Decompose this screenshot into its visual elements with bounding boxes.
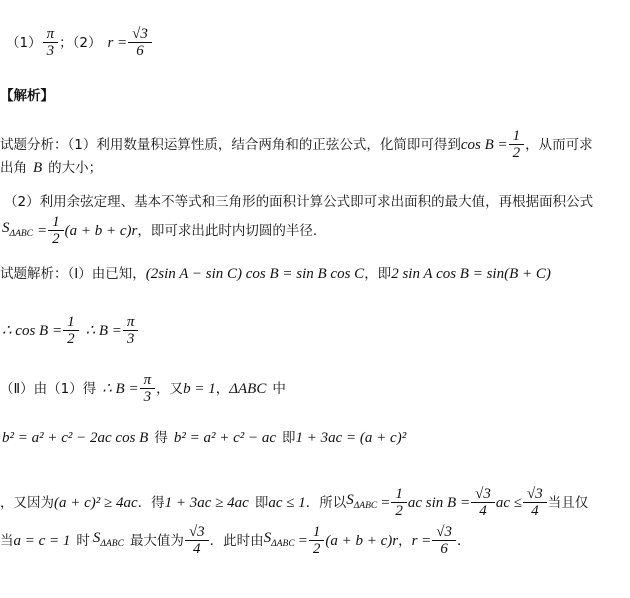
area-subscript-3: ΔABC — [100, 538, 124, 549]
answer2-r: r = — [107, 34, 128, 51]
ac-le-1: ac ≤ 1 — [268, 494, 306, 511]
area-subscript-4: ΔABC — [271, 538, 295, 549]
B-den: 3 — [123, 330, 139, 347]
area-equals-4: = — [297, 532, 308, 549]
solution-line-6 — [0, 524, 471, 557]
area-ac-sinB: ac sin B = — [407, 494, 471, 511]
area-half-den: 2 — [48, 230, 64, 247]
solution-text-3a: （Ⅱ）由（1）得 — [0, 380, 97, 397]
B-fraction — [125, 314, 137, 347]
area-equals: = — [37, 222, 48, 239]
solution-text-5e: 当且仅 — [547, 494, 589, 511]
max-area-den: 4 — [185, 540, 209, 557]
answer2-numerator: √3 — [132, 26, 148, 42]
final-r-fraction — [434, 524, 454, 557]
area-S-2: S — [346, 491, 354, 508]
answer2-denominator: 6 — [128, 42, 152, 59]
area-symbol — [2, 218, 33, 244]
solution-text-1b: ，即 — [364, 266, 392, 282]
cosB-den: 2 — [63, 330, 79, 347]
area-subscript: ΔABC — [9, 228, 34, 239]
area-symbol-3 — [93, 528, 124, 554]
area-subscript-2: ΔABC — [353, 500, 378, 511]
B-num: π — [126, 314, 135, 330]
half-denominator: 2 — [509, 144, 525, 161]
solution-text-3d: 中 — [272, 380, 286, 397]
solution-text-6c: 最大值为 — [129, 532, 184, 549]
solution-text-6a: 当 — [0, 532, 14, 549]
analysis-cosB: cos B = — [460, 136, 508, 153]
area-symbol-2 — [346, 490, 377, 516]
max-area-fraction — [187, 524, 207, 557]
analysis-text-1: 试题分析：（1）利用数量积运算性质，结合两角和的正弦公式，化简即可得到 — [0, 136, 461, 153]
solution-text-3c: ， — [215, 380, 230, 397]
part2-therefore-B: ∴ B = — [102, 380, 139, 397]
solution-text-5a: ，又因为 — [0, 494, 54, 511]
area-half-num: 1 — [52, 214, 60, 230]
solution-line-1 — [0, 264, 551, 284]
section-header-label: 【解析】 — [0, 88, 54, 104]
half-numerator: 1 — [512, 128, 521, 144]
part2-B-den: 3 — [140, 388, 156, 405]
area-symbol-4 — [264, 528, 295, 554]
therefore-B: ∴ B = — [85, 322, 122, 339]
law-of-cosines: b² = a² + c² − 2ac cos B — [2, 430, 149, 446]
analysis-line-4 — [2, 214, 326, 247]
therefore-cosB: ∴ cos B = — [2, 322, 63, 339]
part2-B-fraction — [142, 372, 154, 405]
b-equals-1: b = 1 — [183, 380, 216, 397]
solution-expr-1: (2sin A − sin C) cos B = sin B cos C — [145, 266, 365, 282]
analysis-text-2b: 的大小； — [48, 160, 103, 176]
inequality-1-3ac: 1 + 3ac ≥ 4ac — [164, 494, 249, 511]
area-expression: (a + b + c)r — [64, 222, 138, 239]
identity-1-3ac: 1 + 3ac = (a + c)² — [295, 430, 407, 446]
solution-text-5c: 即 — [254, 494, 269, 511]
solution-text-6e: ， — [398, 532, 412, 549]
inequality-ac: (a + c)² ≥ 4ac — [54, 494, 138, 511]
area-half-fraction-4 — [311, 524, 323, 557]
analysis-text-4-end: ，即可求出此时内切圆的半径． — [137, 222, 327, 239]
solution-text-6b: 时 — [76, 532, 90, 549]
part2-B-num: π — [143, 372, 152, 388]
solution-text-5d: ．所以 — [305, 494, 347, 511]
solution-text-6f: ． — [457, 532, 471, 549]
area-expression-2: (a + b + c)r — [325, 532, 399, 549]
final-r-den: 6 — [432, 540, 456, 557]
analysis-angle-B: B — [33, 160, 43, 176]
area-S-4: S — [263, 529, 272, 546]
answer-part1-label: （1） — [6, 34, 42, 51]
area-equals-2: = — [380, 494, 391, 511]
answer1-numerator: π — [46, 26, 55, 42]
solution-line-4 — [2, 428, 406, 448]
area-half-den-4: 2 — [309, 540, 325, 557]
answer2-fraction — [130, 26, 150, 59]
sqrt3-over-4-fraction — [473, 486, 493, 519]
answer1-fraction — [45, 26, 57, 59]
solution-line-2 — [2, 314, 139, 347]
solution-text-3b: ，又 — [156, 380, 184, 397]
area-half-fraction — [50, 214, 62, 247]
analysis-line-1 — [0, 128, 593, 161]
answer-line — [6, 26, 153, 59]
section-header — [0, 86, 54, 106]
cosB-fraction — [65, 314, 77, 347]
final-r: r = — [411, 532, 432, 549]
answer-separator: ；（2） — [59, 34, 102, 51]
area-half-fraction-2 — [393, 486, 405, 519]
solution-text-5b: ．得 — [137, 494, 165, 511]
sqrt3-over-4-fraction-2 — [525, 486, 545, 519]
solution-text-4b: 即 — [282, 430, 296, 446]
sqrt3-num: √3 — [475, 486, 491, 502]
max-area-num: √3 — [188, 524, 205, 540]
four-den: 4 — [471, 502, 495, 519]
area-half-den-2: 2 — [391, 502, 407, 519]
analysis-line-2 — [0, 158, 102, 178]
solution-text-4a: 得 — [154, 430, 168, 446]
sqrt3-num-2: √3 — [526, 486, 543, 502]
analysis-line-3 — [4, 192, 593, 212]
area-half-num-2: 1 — [395, 486, 403, 502]
solution-text-6d: ．此时由 — [209, 532, 264, 549]
area-ac-le: ac ≤ — [495, 494, 522, 511]
area-half-num-4: 1 — [312, 524, 321, 540]
a-eq-c-eq-1: a = c = 1 — [13, 532, 71, 549]
solution-text-1a: 试题解析：（Ⅰ）由已知， — [0, 266, 146, 282]
triangle-ABC: ΔABC — [229, 380, 267, 397]
area-S-3: S — [92, 529, 101, 546]
cosB-num: 1 — [67, 314, 75, 330]
analysis-half-fraction — [511, 128, 523, 161]
analysis-text-1-end: ，从而可求 — [525, 136, 593, 153]
analysis-text-2a: 出角 — [0, 160, 27, 176]
solution-expr-2: 2 sin A cos B = sin(B + C) — [391, 266, 551, 282]
area-S: S — [2, 219, 10, 236]
final-r-num: √3 — [436, 524, 453, 540]
four-den-2: 4 — [523, 502, 547, 519]
solution-line-3 — [0, 372, 286, 405]
cosines-simplified: b² = a² + c² − ac — [173, 430, 277, 446]
solution-line-5 — [0, 486, 588, 519]
answer1-denominator: 3 — [43, 42, 59, 59]
analysis-text-3: （2）利用余弦定理、基本不等式和三角形的面积计算公式即可求出面积的最大值，再根据面积公式 — [4, 194, 594, 210]
